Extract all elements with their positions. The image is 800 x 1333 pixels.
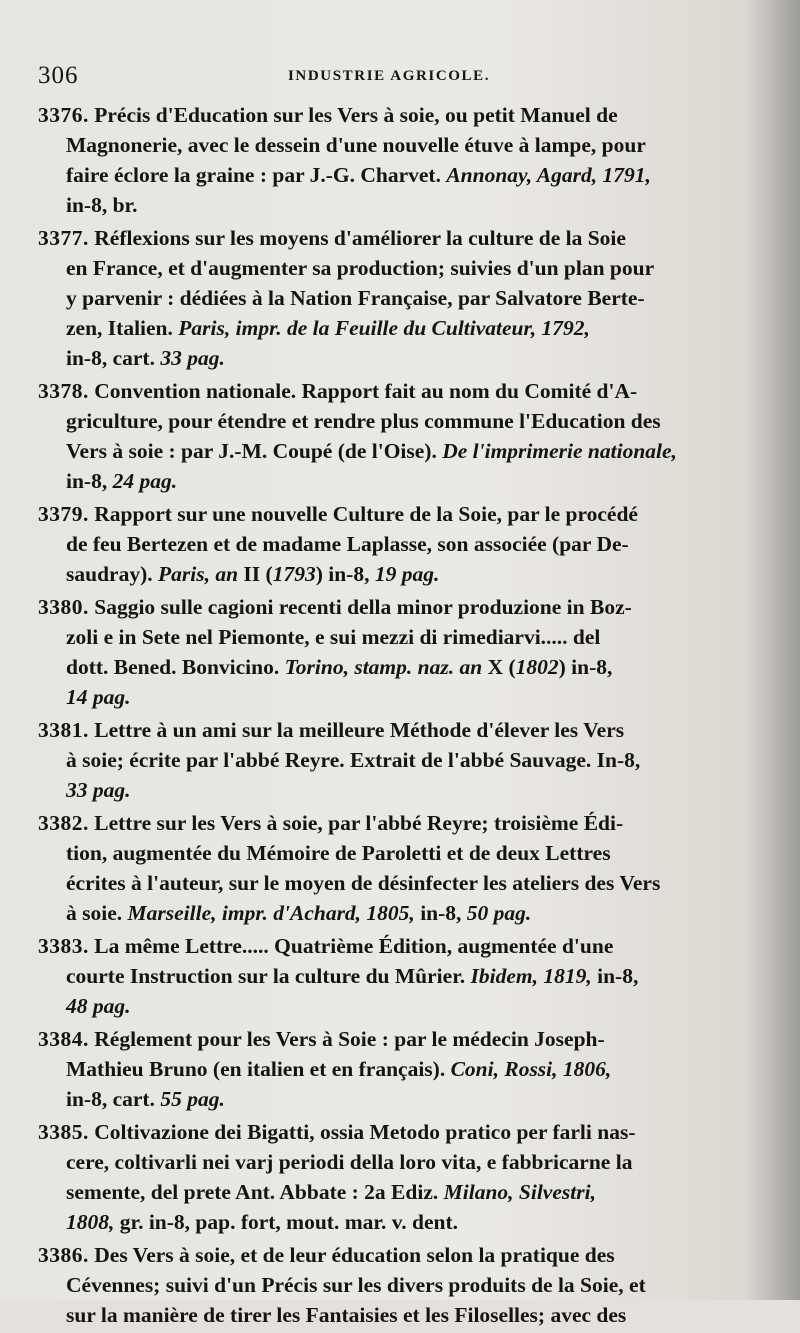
entry-text: dott. Bened. Bonvicino. <box>66 655 285 679</box>
entry-text: ) in-8, <box>558 655 613 679</box>
entry-imprint: 1808, <box>66 1210 115 1234</box>
entry-line <box>38 868 766 898</box>
entry-text: Saggio sulle cagioni recenti della minor produzione in Boz- <box>94 595 632 619</box>
bibliography-entry <box>38 499 766 589</box>
entry-number: 3385. <box>38 1120 89 1144</box>
entry-number: 3384. <box>38 1027 89 1051</box>
entry-line <box>38 715 766 745</box>
entry-imprint: 24 pag. <box>112 469 178 493</box>
entry-imprint: De l'imprimerie nationale, <box>442 439 677 463</box>
entry-text: Convention nationale. Rapport fait au nom du Comité d'A- <box>94 379 638 403</box>
entry-imprint: 55 pag. <box>160 1087 225 1111</box>
bibliography-entry <box>38 223 766 373</box>
bibliography-entry <box>38 931 766 1021</box>
entry-text: Magnonerie, avec le dessein d'une nouvelle étuve à lampe, pour <box>66 133 646 157</box>
entry-imprint: 33 pag. <box>66 778 131 802</box>
entry-text: sur la manière de tirer les Fantaisies et les Filoselles; avec des <box>66 1303 627 1327</box>
entry-imprint: Paris, impr. de la Feuille du Cultivateur, 1792, <box>178 316 590 340</box>
entry-line <box>38 100 766 130</box>
entry-text: in-8, cart. <box>66 1087 161 1111</box>
entry-number: 3377. <box>38 226 89 250</box>
entry-imprint: Marseille, impr. d'Achard, 1805, <box>127 901 415 925</box>
entry-text: Réflexions sur les moyens d'améliorer la culture de la Soie <box>94 226 626 250</box>
entry-text: in-8, <box>66 469 113 493</box>
entry-line <box>38 991 766 1021</box>
entry-text: La même Lettre..... Quatrième Édition, augmentée d'une <box>94 934 614 958</box>
entry-line <box>38 931 766 961</box>
entry-line <box>38 436 766 466</box>
entry-line <box>38 652 766 682</box>
entry-text: Des Vers à soie, et de leur éducation selon la pratique des <box>94 1243 615 1267</box>
entry-text: courte Instruction sur la culture du Mûrier. <box>66 964 471 988</box>
bibliography-entry <box>38 715 766 805</box>
bibliography-entry <box>38 100 766 220</box>
entry-text: de feu Bertezen et de madame Laplasse, son associée (par De- <box>66 532 629 556</box>
entry-line <box>38 160 766 190</box>
entry-number: 3378. <box>38 379 89 403</box>
entry-number: 3386. <box>38 1243 89 1267</box>
entry-line <box>38 406 766 436</box>
entry-line <box>38 253 766 283</box>
entry-text: in-8, <box>591 964 639 988</box>
entry-line <box>38 745 766 775</box>
entry-text: zen, Italien. <box>66 316 179 340</box>
entry-imprint: Torino, stamp. naz. an <box>284 655 483 679</box>
entry-line <box>38 622 766 652</box>
entry-text: cere, coltivarli nei varj periodi della loro vita, e fabbricarne la <box>66 1150 633 1174</box>
entry-text: y parvenir : dédiées à la Nation Française, par Salvatore Berte- <box>66 286 645 310</box>
entry-text: Réglement pour les Vers à Soie : par le médecin Joseph- <box>94 1027 605 1051</box>
entry-imprint: Annonay, Agard, 1791, <box>446 163 651 187</box>
entry-line <box>38 499 766 529</box>
bibliography-entry <box>38 1240 766 1330</box>
entry-text: tion, augmentée du Mémoire de Paroletti et de deux Lettres <box>66 841 611 865</box>
entry-imprint: 33 pag. <box>160 346 225 370</box>
entry-line <box>38 682 766 712</box>
entry-line <box>38 1300 766 1330</box>
entry-text: saudray). <box>66 562 158 586</box>
entry-line <box>38 343 766 373</box>
entry-imprint: 14 pag. <box>66 685 131 709</box>
running-title: INDUSTRIE AGRICOLE. <box>288 68 491 84</box>
entry-text: Précis d'Education sur les Vers à soie, ou petit Manuel de <box>94 103 618 127</box>
entry-line <box>38 529 766 559</box>
bibliography-entry <box>38 1024 766 1114</box>
entry-text: zoli e in Sete nel Piemonte, e sui mezzi di rimediarvi..... del <box>66 625 601 649</box>
entry-text: à soie; écrite par l'abbé Reyre. Extrait de l'abbé Sauvage. In-8, <box>66 748 641 772</box>
entry-number: 3381. <box>38 718 89 742</box>
bibliography-entry <box>38 376 766 496</box>
entry-number: 3380. <box>38 595 89 619</box>
entry-imprint: 1802 <box>515 655 559 679</box>
entry-imprint: Paris, an <box>157 562 239 586</box>
entry-text: faire éclore la graine : par J.-G. Charvet. <box>66 163 447 187</box>
entry-text: in-8, br. <box>66 193 138 217</box>
entry-imprint: 1793 <box>272 562 316 586</box>
entry-text: Coltivazione dei Bigatti, ossia Metodo pratico per farli nas- <box>94 1120 636 1144</box>
entry-line <box>38 1024 766 1054</box>
entry-text: écrites à l'auteur, sur le moyen de désinfecter les ateliers des Vers <box>66 871 661 895</box>
entry-line <box>38 223 766 253</box>
entry-line <box>38 1117 766 1147</box>
entry-imprint: 19 pag. <box>374 562 440 586</box>
entry-line <box>38 1084 766 1114</box>
entry-text: griculture, pour étendre et rendre plus commune l'Education des <box>66 409 661 433</box>
page-number: 306 <box>38 62 79 89</box>
entry-imprint: 48 pag. <box>66 994 131 1018</box>
entry-text: in-8, <box>414 901 467 925</box>
entry-line <box>38 376 766 406</box>
entry-line <box>38 466 766 496</box>
entry-text: gr. in-8, pap. fort, mout. mar. v. dent. <box>114 1210 458 1234</box>
entry-number: 3376. <box>38 103 89 127</box>
entry-line <box>38 1270 766 1300</box>
entry-number: 3382. <box>38 811 89 835</box>
entry-text: en France, et d'augmenter sa production; suivies d'un plan pour <box>66 256 655 280</box>
entry-text: Mathieu Bruno (en italien et en français). <box>66 1057 451 1081</box>
entry-line <box>38 1147 766 1177</box>
entry-line <box>38 1054 766 1084</box>
bibliography-entry <box>38 1117 766 1237</box>
entry-text: in-8, cart. <box>66 346 161 370</box>
entry-line <box>38 1177 766 1207</box>
entry-text: ) in-8, <box>315 562 375 586</box>
entry-line <box>38 559 766 589</box>
entry-text: II ( <box>238 562 273 586</box>
bibliography-entry <box>38 808 766 928</box>
entry-imprint: Milano, Silvestri, <box>443 1180 596 1204</box>
entry-line <box>38 898 766 928</box>
bibliography-entries <box>38 100 766 1333</box>
entry-text: à soie. <box>66 901 128 925</box>
entry-line <box>38 313 766 343</box>
entry-line <box>38 838 766 868</box>
entry-text: Lettre sur les Vers à soie, par l'abbé Reyre; troisième Édi- <box>94 811 624 835</box>
entry-line <box>38 1240 766 1270</box>
entry-number: 3383. <box>38 934 89 958</box>
entry-line <box>38 961 766 991</box>
entry-line <box>38 592 766 622</box>
entry-text: Lettre à un ami sur la meilleure Méthode d'élever les Vers <box>94 718 625 742</box>
entry-imprint: Ibidem, 1819, <box>470 964 592 988</box>
entry-text: Cévennes; suivi d'un Précis sur les divers produits de la Soie, et <box>66 1273 646 1297</box>
entry-line <box>38 775 766 805</box>
entry-line <box>38 808 766 838</box>
entry-text: semente, del prete Ant. Abbate : 2a Ediz. <box>66 1180 444 1204</box>
entry-line <box>38 130 766 160</box>
entry-line <box>38 1207 766 1237</box>
entry-imprint: Coni, Rossi, 1806, <box>450 1057 612 1081</box>
page-header <box>38 62 758 98</box>
entry-line <box>38 190 766 220</box>
bibliography-entry <box>38 592 766 712</box>
entry-imprint: 50 pag. <box>466 901 532 925</box>
entry-number: 3379. <box>38 502 89 526</box>
entry-text: Rapport sur une nouvelle Culture de la Soie, par le procédé <box>94 502 638 526</box>
entry-text: X ( <box>482 655 516 679</box>
entry-text: Vers à soie : par J.-M. Coupé (de l'Oise). <box>66 439 443 463</box>
entry-line <box>38 283 766 313</box>
